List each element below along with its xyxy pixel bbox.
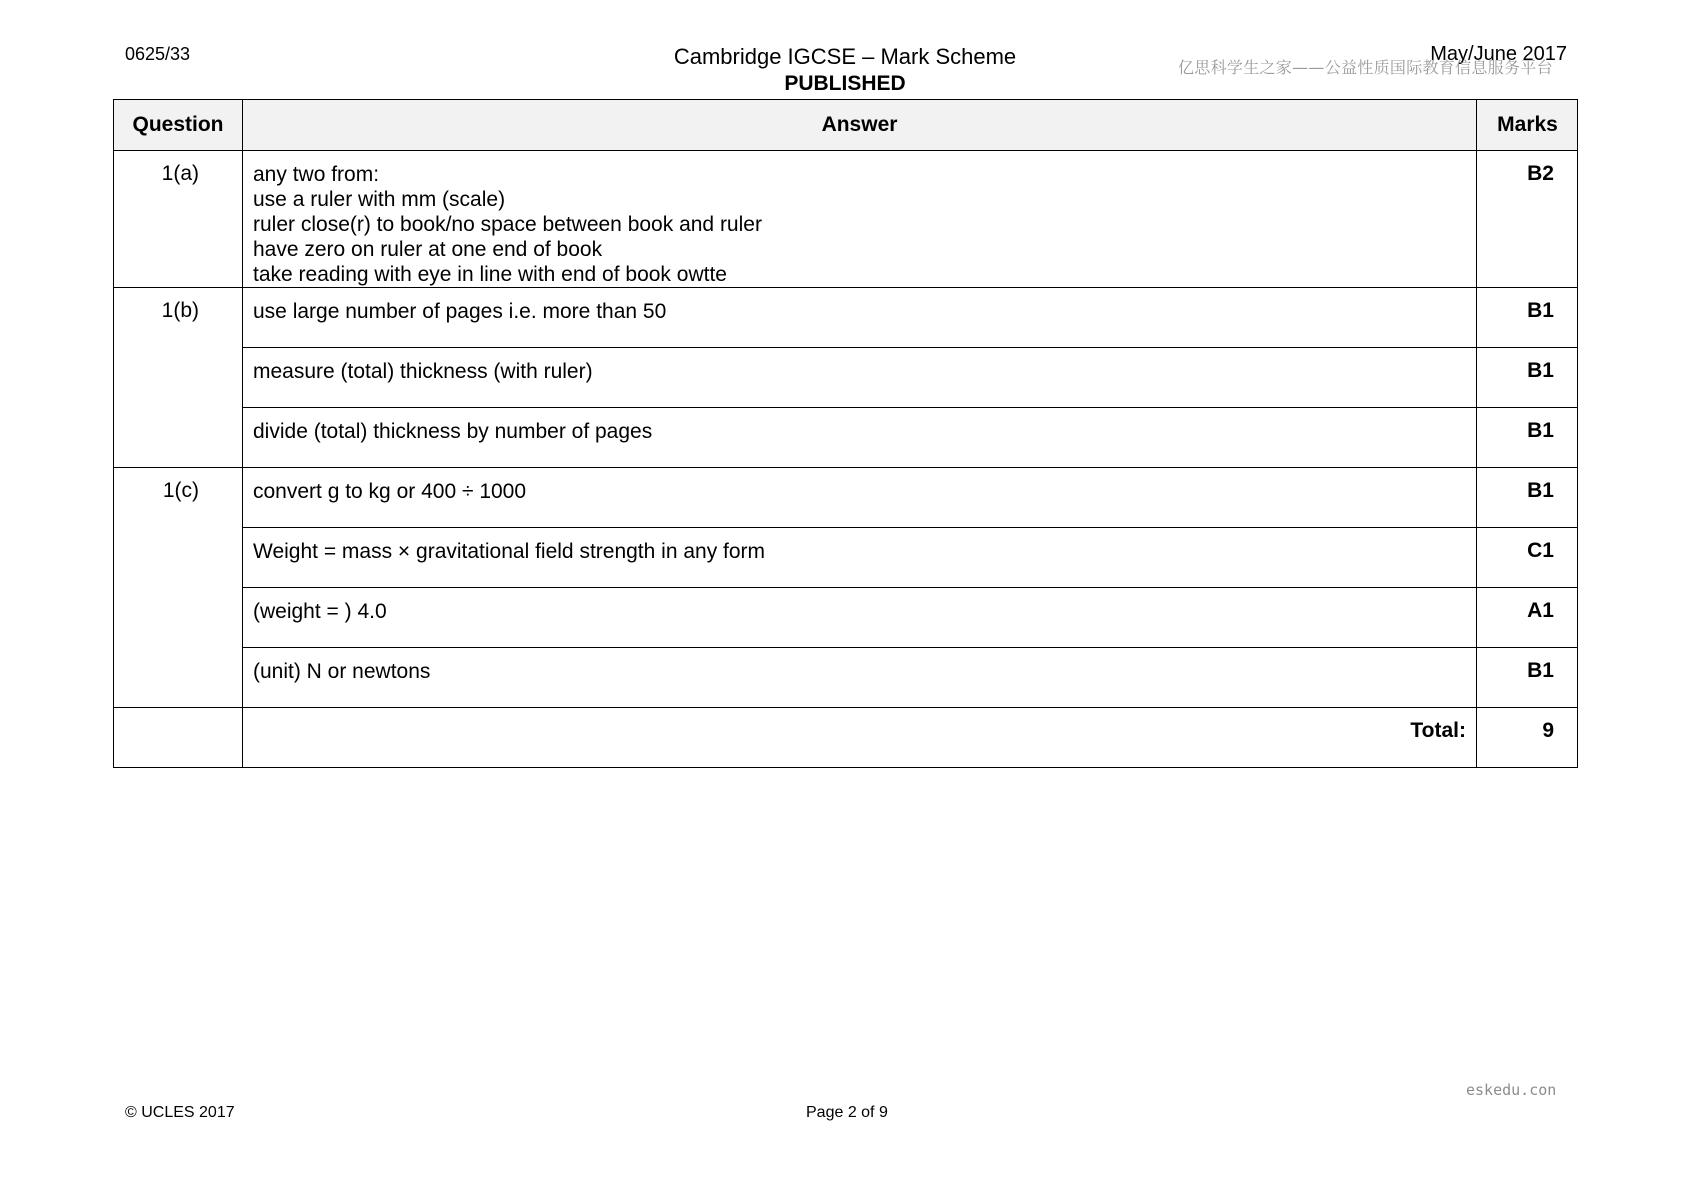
mark-cell: B1 — [1477, 468, 1578, 528]
watermark-site: eskedu.con — [1466, 1081, 1557, 1099]
mark-cell: B1 — [1477, 408, 1578, 468]
exam-session: May/June 2017 — [1430, 43, 1567, 65]
mark-cell: A1 — [1477, 588, 1578, 648]
copyright: © UCLES 2017 — [125, 1104, 235, 1121]
question-number: 1(a) — [114, 151, 243, 288]
answer-cell — [243, 151, 1477, 288]
table-header-row — [114, 100, 1578, 151]
answer-cell: divide (total) thickness by number of pages — [243, 408, 1477, 468]
mark-cell: C1 — [1477, 528, 1578, 588]
table-row — [114, 408, 1578, 468]
published-label: PUBLISHED — [784, 72, 906, 95]
header-answer: Answer — [243, 100, 1477, 151]
table-row — [114, 348, 1578, 408]
total-empty-cell — [114, 708, 243, 768]
table-row — [114, 528, 1578, 588]
table-row — [114, 588, 1578, 648]
mark-scheme-table — [113, 99, 1578, 768]
mark-cell: B1 — [1477, 348, 1578, 408]
answer-cell: (unit) N or newtons — [243, 648, 1477, 708]
answer-line: have zero on ruler at one end of book — [253, 238, 603, 261]
answer-line: any two from: — [253, 163, 380, 186]
answer-cell: (weight = ) 4.0 — [243, 588, 1477, 648]
header-question: Question — [114, 100, 243, 151]
watermark-chinese: 亿思科学生之家——公益性质国际教育信息服务平台 — [1178, 58, 1553, 77]
table-row — [114, 468, 1578, 528]
answer-cell: measure (total) thickness (with ruler) — [243, 348, 1477, 408]
question-number: 1(c) — [114, 468, 243, 708]
table-row — [114, 151, 1578, 288]
mark-cell: B1 — [1477, 648, 1578, 708]
table-row — [114, 648, 1578, 708]
paper-code: 0625/33 — [125, 44, 191, 64]
header-marks: Marks — [1477, 100, 1578, 151]
total-label: Total: — [243, 708, 1477, 768]
table-row — [114, 288, 1578, 348]
answer-line: use a ruler with mm (scale) — [253, 188, 506, 211]
total-row — [114, 708, 1578, 768]
answer-line: ruler close(r) to book/no space between book and ruler — [253, 213, 762, 236]
answer-cell: convert g to kg or 400 ÷ 1000 — [243, 468, 1477, 528]
answer-cell: Weight = mass × gravitational field strength in any form — [243, 528, 1477, 588]
mark-cell: B1 — [1477, 288, 1578, 348]
answer-line: take reading with eye in line with end of book owtte — [253, 263, 727, 286]
question-number: 1(b) — [114, 288, 243, 468]
page-number: Page 2 of 9 — [806, 1104, 888, 1121]
document-title: Cambridge IGCSE – Mark Scheme — [673, 44, 1017, 69]
mark-cell: B2 — [1477, 151, 1578, 288]
answer-cell: use large number of pages i.e. more than 50 — [243, 288, 1477, 348]
total-value: 9 — [1477, 708, 1578, 768]
